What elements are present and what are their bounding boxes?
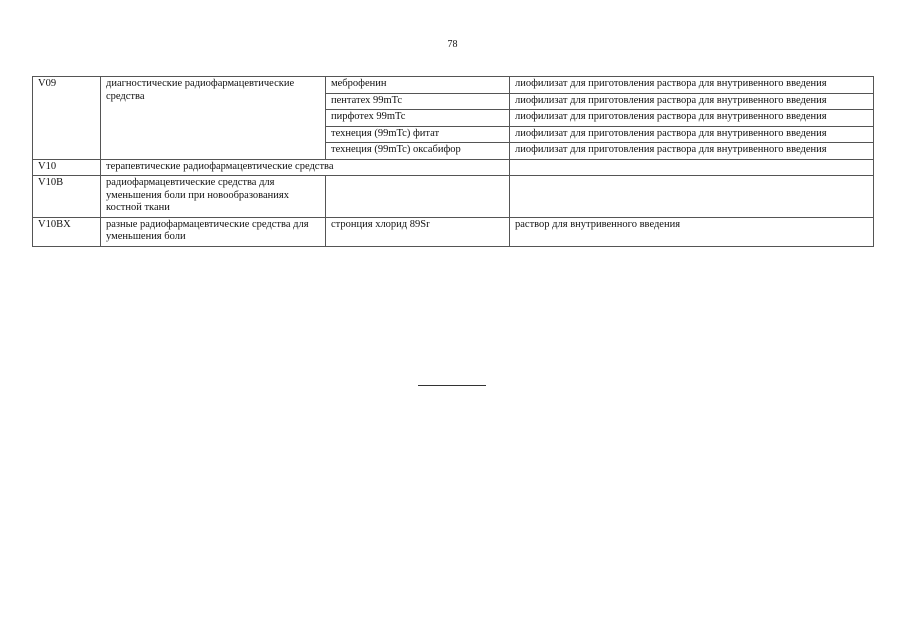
atc-code-cell: V10: [33, 159, 101, 176]
dosage-form-cell: раствор для внутривенного введения: [510, 217, 874, 246]
dosage-form-cell: лиофилизат для приготовления раствора для внутривенного введения: [510, 77, 874, 94]
footnote-divider: [418, 385, 486, 386]
drug-name-cell: технеция (99mTc) оксабифор: [326, 143, 510, 160]
dosage-form-cell: лиофилизат для приготовления раствора для внутривенного введения: [510, 126, 874, 143]
page-number: 78: [447, 39, 458, 50]
drug-name-cell: меброфенин: [326, 77, 510, 94]
drug-table: [32, 76, 874, 247]
atc-code-cell: V09: [33, 77, 101, 160]
dosage-form-cell: [510, 176, 874, 218]
table-row: [33, 77, 874, 94]
table-row: [33, 159, 874, 176]
group-name-cell: разные радиофармацевтические средства для уменьшения боли: [101, 217, 326, 246]
group-name-cell: диагностические радиофармацевтические средства: [101, 77, 326, 160]
group-name-cell: радиофармацевтические средства для уменьшения боли при новообразованиях костной ткани: [101, 176, 326, 218]
atc-code-cell: V10B: [33, 176, 101, 218]
table-row: [33, 217, 874, 246]
drug-name-cell: пирфотех 99mTc: [326, 110, 510, 127]
drug-name-cell: пентатех 99mTc: [326, 93, 510, 110]
drug-name-cell: стронция хлорид 89Sr: [326, 217, 510, 246]
table-row: [33, 176, 874, 218]
group-name-cell: терапевтические радиофармацевтические средства: [101, 159, 510, 176]
dosage-form-cell: лиофилизат для приготовления раствора для внутривенного введения: [510, 110, 874, 127]
dosage-form-cell: лиофилизат для приготовления раствора для внутривенного введения: [510, 93, 874, 110]
drug-name-cell: технеция (99mTc) фитат: [326, 126, 510, 143]
drug-name-cell: [326, 176, 510, 218]
dosage-form-cell: лиофилизат для приготовления раствора для внутривенного введения: [510, 143, 874, 160]
atc-code-cell: V10BX: [33, 217, 101, 246]
dosage-form-cell: [510, 159, 874, 176]
